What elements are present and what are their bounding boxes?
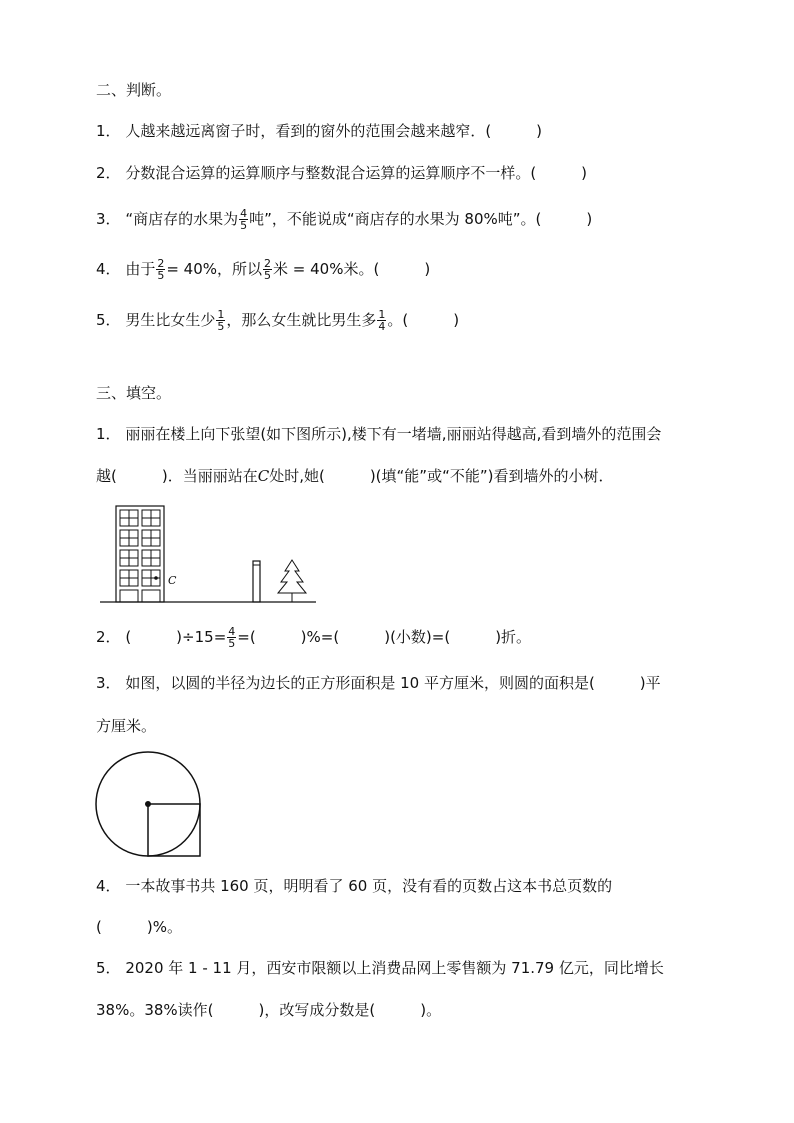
question-text: 米 = 40%米。( ) <box>273 260 431 278</box>
question-number: 1． <box>96 425 121 443</box>
question-2-3 <box>96 208 592 231</box>
fraction <box>156 258 165 281</box>
question-3-3-line2: 方厘米。 <box>96 717 157 735</box>
question-number: 4． <box>96 877 121 895</box>
question-number: 2． <box>96 164 121 182</box>
question-text: 一本故事书共 160 页，明明看了 60 页，没有看的页数占这本书总页数的 <box>125 877 613 895</box>
question-3-3-line1 <box>96 673 661 693</box>
section-3-title: 三、填空。 <box>96 384 172 402</box>
tree <box>278 560 306 602</box>
building-wall-tree-figure <box>100 500 320 606</box>
question-3-2 <box>96 626 531 649</box>
question-3-4-line2: ( )%。 <box>96 918 182 936</box>
wall <box>253 561 260 602</box>
point-c-marker <box>154 576 158 580</box>
question-text: 由于 <box>125 260 156 278</box>
denominator: 5 <box>217 320 225 333</box>
question-text: 人越来越远离窗子时，看到的窗外的范围会越来越窄．( ) <box>125 122 543 140</box>
question-number: 5． <box>96 311 121 329</box>
question-text: 吨”，不能说成“商店存的水果为 80%吨”。( ) <box>249 210 593 228</box>
numerator: 4 <box>240 207 248 220</box>
question-text: ( )÷15= <box>125 628 227 646</box>
section-2-title: 二、判断。 <box>96 81 172 99</box>
question-number: 1． <box>96 122 121 140</box>
fraction <box>227 626 236 649</box>
point-label-c: C <box>257 467 270 485</box>
question-text: 男生比女生少 <box>125 311 216 329</box>
fraction <box>263 258 272 281</box>
fraction <box>377 309 386 332</box>
question-text: 处时,她( )(填“能”或“不能”)看到墙外的小树． <box>269 467 614 485</box>
question-2-2 <box>96 163 587 183</box>
question-text: 。( ) <box>387 311 460 329</box>
question-3-1-line1 <box>96 424 661 444</box>
question-number: 3． <box>96 210 121 228</box>
question-3-1-line2 <box>96 466 613 486</box>
circle-center-point <box>145 801 151 807</box>
denominator: 5 <box>228 637 236 650</box>
question-text: “商店存的水果为 <box>125 210 239 228</box>
fraction <box>239 208 248 231</box>
denominator: 4 <box>378 320 386 333</box>
question-number: 3． <box>96 674 121 692</box>
numerator: 1 <box>378 308 386 321</box>
question-3-4-line1 <box>96 876 612 896</box>
question-text: 越( )．当丽丽站在 <box>96 467 258 485</box>
question-3-5-line2: 38%。38%读作( )，改写成分数是( )。 <box>96 1001 442 1019</box>
question-number: 4． <box>96 260 121 278</box>
question-text: 2020 年 1 - 11 月，西安市限额以上消费品网上零售额为 71.79 亿元，同比增长 <box>125 959 664 977</box>
question-text: 如图，以圆的半径为边长的正方形面积是 10 平方厘米，则圆的面积是( )平 <box>125 674 661 692</box>
numerator: 2 <box>157 257 165 270</box>
question-text: ，那么女生就比男生多 <box>226 311 377 329</box>
question-3-5-line1 <box>96 958 664 978</box>
question-number: 2． <box>96 628 121 646</box>
question-2-5 <box>96 309 459 332</box>
fraction <box>216 309 225 332</box>
question-text: = 40%，所以 <box>166 260 263 278</box>
question-2-1 <box>96 121 542 141</box>
question-number: 5． <box>96 959 121 977</box>
point-c-label: C <box>168 574 177 587</box>
question-2-4 <box>96 258 430 281</box>
question-text: 分数混合运算的运算顺序与整数混合运算的运算顺序不一样。( ) <box>125 164 588 182</box>
circle-square-figure <box>94 750 206 862</box>
question-text: =( )%=( )(小数)=( )折。 <box>237 628 532 646</box>
building <box>116 506 164 602</box>
numerator: 4 <box>228 625 236 638</box>
building-windows <box>120 510 160 602</box>
numerator: 2 <box>264 257 272 270</box>
denominator: 5 <box>264 269 272 282</box>
denominator: 5 <box>157 269 165 282</box>
question-text: 丽丽在楼上向下张望(如下图所示),楼下有一堵墙,丽丽站得越高,看到墙外的范围会 <box>125 425 662 443</box>
denominator: 5 <box>240 219 248 232</box>
numerator: 1 <box>217 308 225 321</box>
